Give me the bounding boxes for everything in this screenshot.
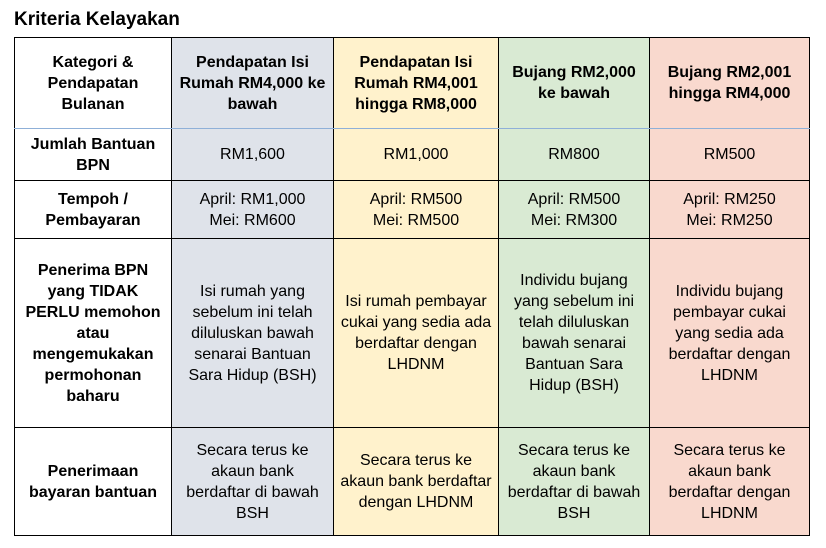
april-payment: April: RM500 xyxy=(527,190,621,208)
table-row xyxy=(15,181,810,239)
receipt-cell: Secara terus ke akaun bank berdaftar di bawah BSH xyxy=(499,428,650,536)
period-cell xyxy=(650,181,810,239)
period-cell xyxy=(334,181,499,239)
recipients-cell: Individu bujang pembayar cukai yang sedia ada berdaftar dengan LHDNM xyxy=(650,239,810,428)
amount-cell: RM1,000 xyxy=(334,129,499,181)
may-payment: Mei: RM300 xyxy=(530,211,618,229)
may-payment: Mei: RM600 xyxy=(209,211,296,229)
row-label-payment-receipt: Penerimaan bayaran bantuan xyxy=(15,428,172,536)
may-payment: Mei: RM250 xyxy=(686,211,773,229)
header-household-below-4000: Pendapatan Isi Rumah RM4,000 ke bawah xyxy=(172,38,334,129)
receipt-cell: Secara terus ke akaun bank berdaftar dengan LHDNM xyxy=(650,428,810,536)
row-label-recipients: Penerima BPN yang TIDAK PERLU memohon atau mengemukakan permohonan baharu xyxy=(15,239,172,428)
recipients-cell: Isi rumah yang sebelum ini telah diluluskan bawah senarai Bantuan Sara Hidup (BSH) xyxy=(172,239,334,428)
header-household-4001-8000: Pendapatan Isi Rumah RM4,001 hingga RM8,000 xyxy=(334,38,499,129)
period-cell xyxy=(499,181,650,239)
recipients-cell: Isi rumah pembayar cukai yang sedia ada berdaftar dengan LHDNM xyxy=(334,239,499,428)
eligibility-table xyxy=(14,37,810,536)
table-row xyxy=(15,428,810,536)
april-payment: April: RM250 xyxy=(683,190,776,208)
period-cell xyxy=(172,181,334,239)
table-row xyxy=(15,129,810,181)
row-label-amount: Jumlah Bantuan BPN xyxy=(15,129,172,181)
amount-cell: RM1,600 xyxy=(172,129,334,181)
receipt-cell: Secara terus ke akaun bank berdaftar di bawah BSH xyxy=(172,428,334,536)
page-title: Kriteria Kelayakan xyxy=(14,9,180,30)
april-payment: April: RM500 xyxy=(369,190,463,208)
table-row xyxy=(15,239,810,428)
row-label-period: Tempoh / Pembayaran xyxy=(15,181,172,239)
receipt-cell: Secara terus ke akaun bank berdaftar dengan LHDNM xyxy=(334,428,499,536)
header-row xyxy=(15,38,810,129)
header-category: Kategori & Pendapatan Bulanan xyxy=(15,38,172,129)
amount-cell: RM800 xyxy=(499,129,650,181)
header-single-below-2000: Bujang RM2,000 ke bawah xyxy=(499,38,650,129)
amount-cell: RM500 xyxy=(650,129,810,181)
april-payment: April: RM1,000 xyxy=(199,190,306,208)
header-single-2001-4000: Bujang RM2,001 hingga RM4,000 xyxy=(650,38,810,129)
recipients-cell: Individu bujang yang sebelum ini telah diluluskan bawah senarai Bantuan Sara Hidup (BSH) xyxy=(499,239,650,428)
may-payment: Mei: RM500 xyxy=(372,211,460,229)
